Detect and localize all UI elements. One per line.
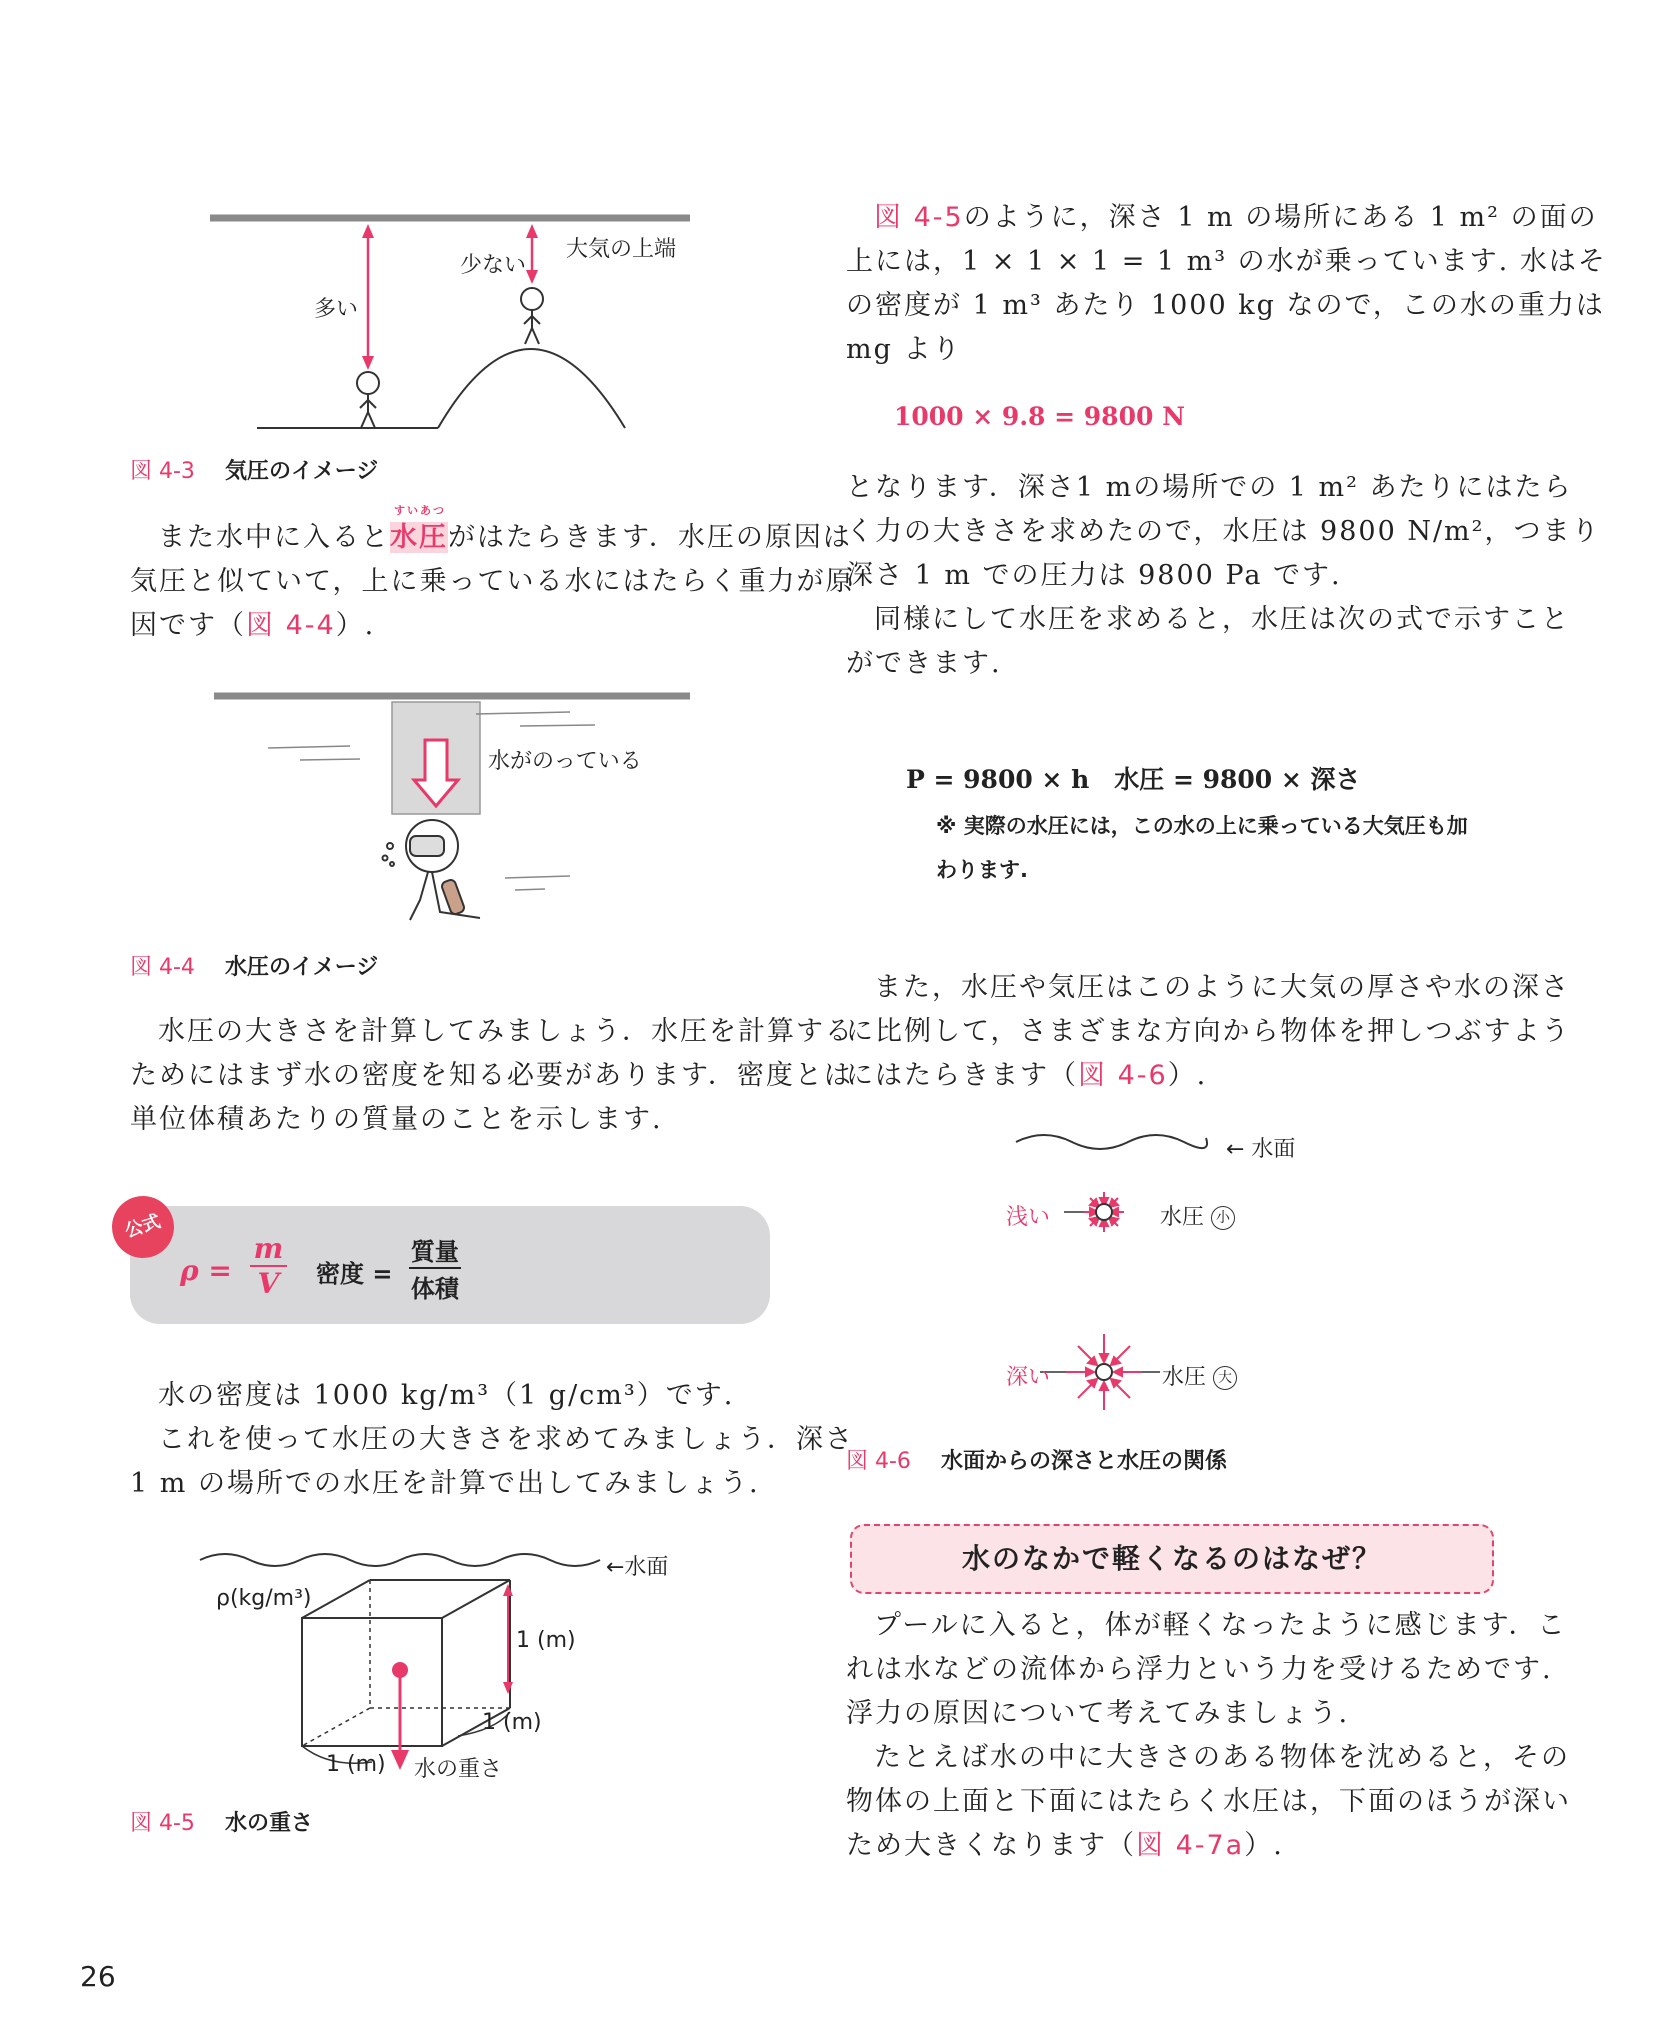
formula-den: V (257, 1267, 280, 1300)
label-few: 少ない (460, 253, 527, 278)
ref-fig45[interactable]: 図 4-5 (874, 202, 964, 233)
left-p1-line1a: また水中に入ると (158, 522, 390, 553)
term-ruby: すいあつ (394, 504, 446, 517)
fig46-caption-num: 図 4-6 (846, 1449, 911, 1474)
right-p3-line3a: にはたらきます（ (846, 1060, 1078, 1091)
ref-fig46[interactable]: 図 4-6 (1078, 1060, 1168, 1091)
fig44-caption-text: 水圧のイメージ (224, 955, 379, 980)
fig46-p-small: 水圧 (1160, 1205, 1205, 1230)
note-line2: わります. (936, 858, 1028, 882)
fig44-caption (130, 950, 378, 981)
fig43-caption-text: 気圧のイメージ (224, 459, 379, 484)
formula-num: m (250, 1232, 288, 1267)
right-p1-line4: mg より (846, 334, 962, 365)
fig45-caption (130, 1806, 313, 1837)
left-p2-line3: 単位体積あたりの質量のことを示します. (130, 1104, 663, 1135)
right-p3-line3b: ）. (1167, 1060, 1208, 1091)
left-p2-line1: 水圧の大きさを計算してみましょう．水圧を計算する (158, 1016, 854, 1047)
formula-badge: 公式 (104, 1188, 182, 1266)
right-p4-line2: れは水などの流体から浮力という力を受けるためです. (846, 1654, 1553, 1685)
calculation: 1000 × 9.8 = 9800 N (894, 402, 1185, 431)
left-p3-line3: 1 m の場所での水圧を計算で出してみましょう. (130, 1468, 760, 1499)
right-p4-line6b: ）. (1244, 1830, 1284, 1861)
formula-word-den: 体積 (410, 1275, 459, 1303)
right-p3-line2: に比例して，さまざまな方向から物体を押しつぶすよう (846, 1016, 1571, 1047)
right-p1-line1: のように，深さ 1 m の場所にある 1 m² の面の (963, 202, 1598, 233)
formula-density-words (316, 1232, 461, 1304)
formula-density-symbolic (180, 1232, 287, 1300)
note-line1: ※ 実際の水圧には，この水の上に乗っている大気圧も加 (936, 814, 1468, 838)
right-p1-line3: の密度が 1 m³ あたり 1000 kg なので，この水の重力は (846, 290, 1605, 321)
right-p2-line1: となります．深さ1 mの場所での 1 m² あたりにはたら (846, 472, 1573, 503)
left-p2-line2: ためにはまず水の密度を知る必要があります．密度とは (130, 1060, 853, 1091)
right-p2-line4: 同様にして水圧を求めると，水圧は次の式で示すこと (874, 604, 1570, 635)
right-p2-line3: 深さ 1 m での圧力は 9800 Pa です. (846, 560, 1342, 591)
left-p1-line3b: ）. (335, 610, 376, 641)
stick-figure-high (521, 288, 543, 344)
ref-fig44[interactable]: 図 4-4 (246, 610, 336, 641)
fig45-caption-num: 図 4-5 (130, 1811, 195, 1836)
right-p4-line3: 浮力の原因について考えてみましょう. (846, 1698, 1350, 1729)
left-p1-line3a: 因です（ (130, 610, 246, 641)
fig45-dim-width: 1 (m) (326, 1752, 386, 1777)
right-p4-line4: たとえば水の中に大きさのある物体を沈めると，その (874, 1742, 1570, 1773)
left-p3-line2: これを使って水圧の大きさを求めてみましょう．深さ (158, 1424, 854, 1455)
fig46-caption-text: 水面からの深さと水圧の関係 (940, 1449, 1227, 1474)
page-number: 26 (80, 1960, 116, 1993)
fig45-density-label: ρ(kg/m³) (216, 1586, 312, 1611)
left-p3-line1: 水の密度は 1000 kg/m³（1 g/cm³）です. (158, 1380, 735, 1411)
ref-fig47a[interactable]: 図 4-7a (1136, 1830, 1245, 1861)
fig43-caption (130, 454, 378, 485)
label-top-atmosphere: 大気の上端 (566, 237, 677, 262)
fig46-deep-label: 深い (1006, 1365, 1051, 1390)
fig45-weight-label: 水の重さ (414, 1757, 503, 1782)
fig45-dim-depth: 1 (m) (482, 1710, 542, 1735)
term-water-pressure (390, 504, 448, 553)
right-p2-line2: く力の大きさを求めたので，水圧は 9800 N/m²，つまり (846, 516, 1601, 547)
formula-rho: ρ = (180, 1254, 232, 1287)
fig46-small-badge: 小 (1211, 1206, 1235, 1230)
right-p4-line5: 物体の上面と下面にはたらく水圧は，下面のほうが深い (846, 1786, 1571, 1817)
right-p4-line1: プールに入ると，体が軽くなったように感じます．こ (874, 1610, 1567, 1641)
term-text: 水圧 (390, 522, 448, 553)
left-p1-line1b: がはたらきます．水圧の原因は (448, 522, 852, 553)
fig43-caption-num: 図 4-3 (130, 459, 195, 484)
fig46-large-badge: 大 (1213, 1366, 1237, 1390)
stick-figure-low (357, 372, 379, 428)
fig46-surface-label: ← 水面 (1226, 1137, 1296, 1162)
fig46-p-large: 水圧 (1162, 1365, 1207, 1390)
label-water-on-top: 水がのっている (488, 749, 642, 774)
right-p3-line1: また，水圧や気圧はこのように大気の厚さや水の深さ (874, 972, 1570, 1003)
fig46-caption (846, 1444, 1227, 1475)
label-many: 多い (314, 297, 359, 322)
right-p1-line2: 上には，1 × 1 × 1 = 1 m³ の水が乗っています. 水はそ (846, 246, 1607, 277)
formula-word: 密度 = (316, 1260, 393, 1288)
diver-figure (383, 820, 481, 920)
fig45-dim-height: 1 (m) (516, 1628, 576, 1653)
fig46-shallow-label: 浅い (1006, 1205, 1051, 1230)
section-heading: 水のなかで軽くなるのはなぜ？ (850, 1524, 1494, 1594)
fig45-surface-label: ←水面 (606, 1555, 669, 1580)
fig46-pressure-small-label (1160, 1200, 1235, 1231)
fig44-caption-num: 図 4-4 (130, 955, 195, 980)
right-p2-line5: ができます. (846, 648, 1002, 679)
right-p4-line6a: ため大きくなります（ (846, 1830, 1136, 1861)
left-p1-line2: 気圧と似ていて，上に乗っている水にはたらく重力が原 (130, 566, 855, 597)
pressure-formula: P = 9800 × h 水圧 = 9800 × 深さ (906, 765, 1361, 794)
formula-word-num: 質量 (409, 1232, 461, 1269)
fig45-caption-text: 水の重さ (224, 1811, 313, 1836)
fig46-pressure-large-label (1162, 1360, 1237, 1391)
